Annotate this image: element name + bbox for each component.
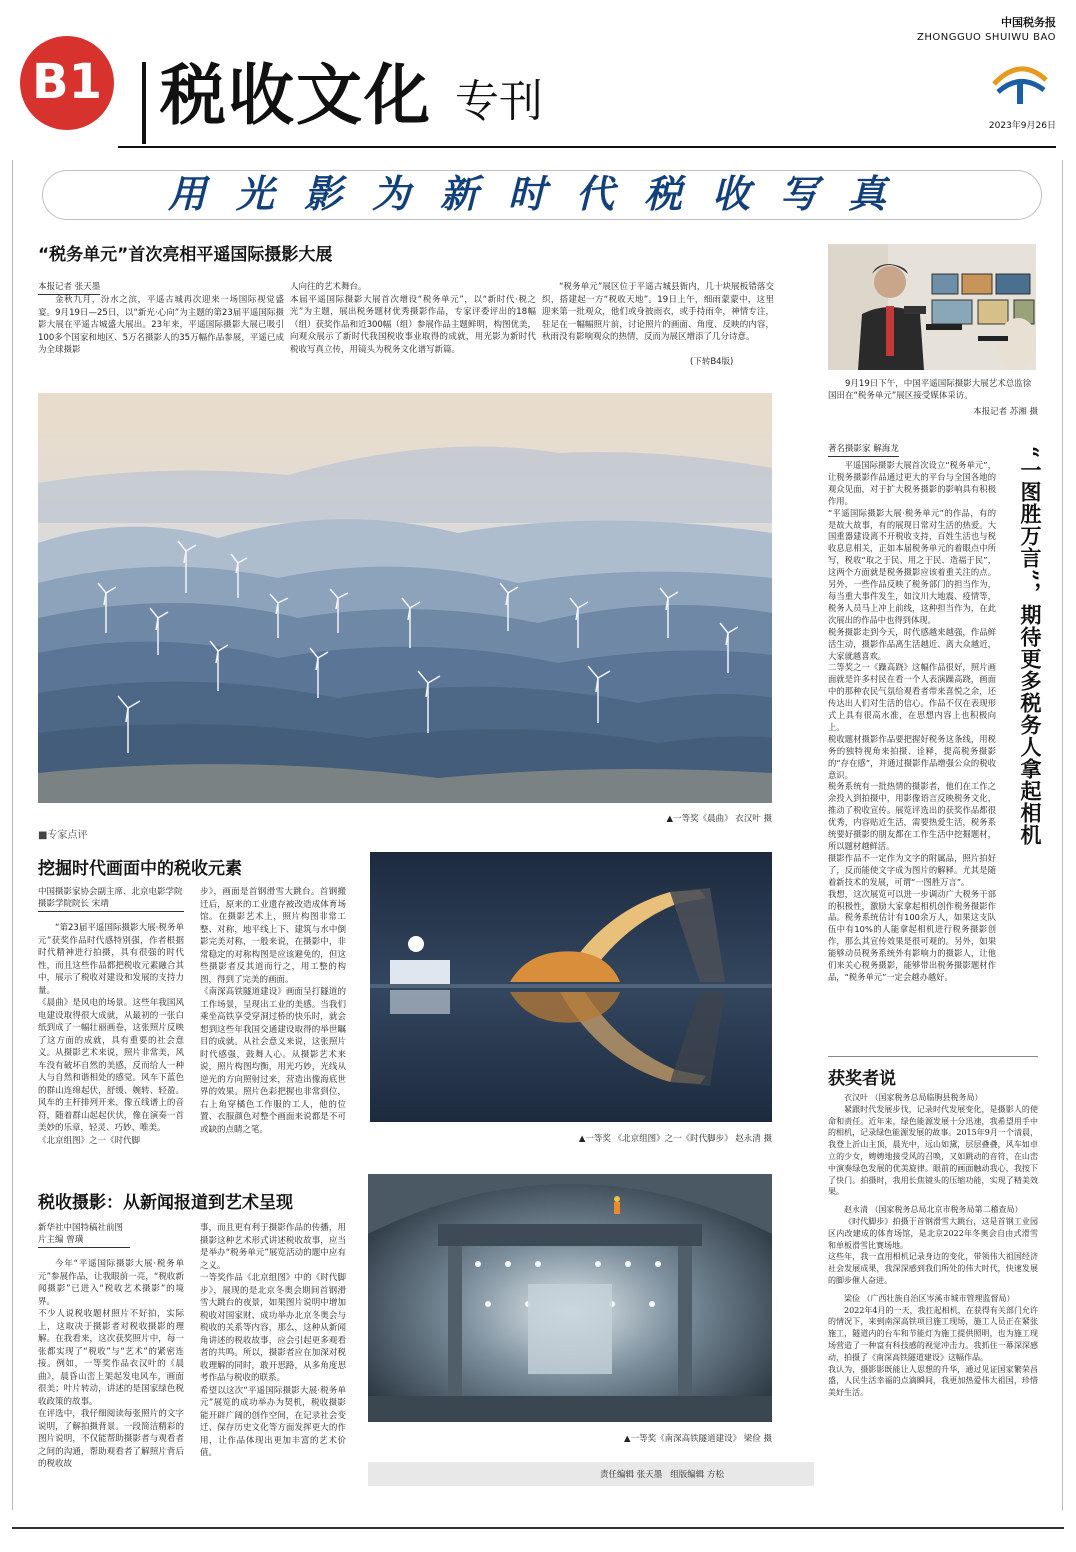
masthead-rule	[118, 146, 1056, 148]
winner-org: （国家税务总局临朐县税务局）	[870, 1093, 983, 1102]
article3-byline: 新华社中国特稿社前图片主编 曾璜	[38, 1222, 130, 1248]
page-number: B1	[32, 54, 102, 110]
caption-ski-jump: ▲一等奖 《北京组图》之一《时代脚步》 赵永清 摄	[578, 1134, 772, 1144]
lead-continued: (下转B4版)	[690, 357, 734, 367]
lead-col2-text: 人向往的艺术舞台。 本届平遥国际摄影大展首次增设“税务单元”，以“新时代·税之光”为主题，展出税务题材优秀摄影作品，专家评委评出的18幅（组）获奖作品和近300幅（组）参展作品主题鲜明，构图优美，向观众展示了新时代我国税收事业取得的成就，用光影为新时代税收写真立传，用镜头为税务文化谱写新篇。	[290, 282, 536, 355]
interview-credit: 本报记者 苏湘 摄	[973, 407, 1038, 417]
paper-pinyin: ZHONGGUO SHUIWU BAO	[916, 32, 1056, 43]
critique-tag: ■专家点评	[38, 830, 88, 841]
critique-col1-text: “第23届平遥国际摄影大展·税务单元”获奖作品时代感特别强，作者根据时代精神进行拍摄，具有很强的时代性，而且这些作品都把税收元素融合其中，展示了税收对建设和发展的支持力量。 《晨曲》是风电的场景。这些年我国风电建设取得很大成就，从最初的一张白纸到成了一幅壮丽画卷，这张照片反映了这方面的成就，具有重要的社会意义。从摄影艺术来说，照片非常美，风车没有破坏自然的美感，反而给人一种人与自然和谐相处的感觉。风车下蓝色的群山连绵起伏，舒缓、婉转、轻盈。风车的主杆排列开来，像五线谱上的音符，随着群山起起伏伏，像在演奏一首美妙的乐章，轻灵、巧妙、唯美。 《北京组图》之一《时代脚	[38, 923, 184, 1146]
winners-headline: 获奖者说	[828, 1069, 896, 1089]
caption-morning-song: ▲一等奖《晨曲》 衣汉叶 摄	[666, 814, 772, 824]
paper-name: 中国税务报	[1001, 16, 1056, 29]
lead-col1: 金秋九月，汾水之滨，平遥古城再次迎来一场国际视觉盛宴。9月19日—25日，以“新光·心向”为主题的第23届平遥国际摄影大展在平遥古城盛大展出。23年来，平遥国际摄影大展已吸引100多个国家和地区、5万名摄影人的35万幅作品参展，平遥已成为全球摄影	[38, 295, 284, 355]
section-title: 税收文化	[160, 57, 432, 134]
winner-name: 衣汉叶	[844, 1093, 868, 1102]
right-column-text	[828, 460, 996, 1055]
right-column-paragraphs: 平遥国际摄影大展首次设立“税务单元”，让税务摄影作品通过更大的平台与全国各地的观众见面，对于扩大税务摄影的影响具有积极作用。 “平遥国际摄影大展·税务单元”的作品，有的是故大故事，有的展现日常对生活的热爱。大国重器建设离不开税收支持，百姓生活也与税收息息相关，正如本届税务单元的着眼点中所写，税收“取之于民、用之于民、造福于民”，这两个方面就是税务摄影应该着重关注的点。另外，一些作品反映了税务部门的担当作为，每当重大事件发生，如汶川大地震、疫情等，税务人员马上冲上前线，这种担当作为，在此次展出的作品中也得到体现。 税务摄影走到今天，时代感越来越强，作品鲜活生动，摄影作品离生活越近、离大众越近，大家就越喜欢。 二等奖之一《躁高跷》这幅作品很好，照片画面就是许多村民在看一个人表演躁高跷，画面中的那种农民气氛给观看者带来喜悦之余，还传达出人们对生活的信心。作品不仅在表现形式上具有很高水准，在思想内容上也积极向上。 税收题材摄影作品要把握好税务这条线，用税务的独特视角来拍摄、诠释，提高税务摄影的“存在感”，并通过摄影作品增强公众的税收意识。 税务系统有一批热情的摄影者，他们在工作之余投入到拍摄中，用影像语言反映税务文化，推动了税收宣传。展览评选出的获奖作品都很优秀，内容贴近生活，需要热爱生活，税务系统要好摄影的朋友都在工作生活中挖掘题材，所以题材越鲜活。 摄影作品不一定作为文字的附属品，照片拍好了，反而能使文字成为图片的解释。尤其是随着新技术的发展，可谓“一图胜万言”。 我想，这次展览可以进一步调动广大税务干部的积极性，激励大家拿起相机创作税务摄影作品。税务系统估计有100余万人，如果这支队伍中有10%的人能拿起相机进行税务摄影创作，那么其宣传效果是很可观的。另外，如果能够动员税务系统外有影响力的摄影人，让他们来关心税务摄影，能够带出税务摄影题材作品，“税务单元”一定会越办越好。	[828, 460, 996, 982]
tax-logo-icon	[990, 62, 1050, 106]
winner-text: 2022年4月的一天，我扛起相机，在获得有关部门允许的情况下，来到南深高铁项目施工现场，施工人员正在紧张施工，隧道内的台车和节能灯为施工提供照明，也为施工现场营造了一种富有科技感的视觉冲击力。我抓住一幕深深感动，拍摄了《南深高铁隧道建设》这幅作品。 我认为，摄影影既能让人思想的升华，通过见证国家繁荣昌盛，人民生活幸福的点滴瞬间，我更加热爱伟大祖国，珍惜美好生活。	[828, 1305, 1038, 1398]
lead-headline: “税务单元”首次亮相平遥国际摄影大展	[38, 245, 333, 265]
winner-text: 《时代脚步》拍摄于首钢滑雪大跳台，这是首钢工业园区内改建成的体育场馆，是北京2022年冬奥会自由式滑雪和单板滑雪比赛场地。 这些年，我一直用相机记录身边的变化，带领伟大祖国经济社会发展成果，我深深感到我们所处的伟大时代，快速发展的脚步催人奋进。	[828, 1216, 1038, 1285]
page-bottom-rule	[12, 1527, 1064, 1529]
winner-text: 紧跟时代发展步伐，记录时代发展变化，是摄影人的使命和责任。近年来，绿色能源发展十分迅速，我希望用手中的相机，记录绿色能源发展的故事。2015年9月一个清晨，我登上沂山主顶，晨光中，远山如黛，层层叠叠，风车如卓立的少女，娉娉地接受风的召唤，又如跳动的音符，在山峦中演奏绿色发展的优美旋律。眼前的画面触动我心，我按下了快门。拍摄时，我用长焦镜头的压缩功能，实现了精美效果。	[828, 1104, 1038, 1197]
right-column-byline: 著名摄影家 解海龙	[828, 443, 899, 457]
winner-name: 梁俭	[844, 1293, 860, 1303]
critique-col2	[200, 886, 346, 1176]
winner-org: （广西壮族自治区岑溪市城市管理监督局）	[862, 1293, 1015, 1303]
caption-tunnel: ▲一等奖《南深高铁隧道建设》 梁俭 摄	[624, 1434, 772, 1444]
lead-col2	[290, 281, 536, 373]
editors-credit: 责任编辑 张天墨 组版编辑 方松	[600, 1470, 725, 1480]
photo-morning-song	[38, 393, 772, 803]
page-frame-right	[1062, 160, 1063, 1510]
editors-box	[368, 1462, 814, 1486]
article3-col2	[200, 1222, 346, 1514]
banner-title: 用光影为新时代税收写真	[167, 171, 916, 216]
article3-col1-text: 今年“平遥国际摄影大展·税务单元”参展作品，让我眼前一亮，“税收新闻摄影”已进入“税收艺术摄影”的境界。 不少人说税收题材照片不好拍，实际上，这取决于摄影者对税收摄影的理解。在我看来，这次获奖照片中，每一张都实现了“税收”与“艺术”的紧密连接。例如，一等奖作品衣汉叶的《晨曲》，晨昏山峦上架起发电风车，画面很美；叶片转动，讲述的是国家绿色税收政策的故事。 在评选中，我仔细阅读每张照片的文字说明，了解拍摄背景。一段简洁精彩的图片说明，不仅能帮助摄影者与观看者之间的沟通，帮助观看者了解照片背后的税收故	[38, 1259, 184, 1469]
article3-col1	[38, 1258, 184, 1514]
issue-date: 2023年9月26日	[988, 121, 1056, 131]
critique-col2-text: 步》，画面是首钢滑雪大跳台。首钢搬迁后，原来的工业遗存被改造成体育场馆。在摄影艺术上，照片构图非常工整、对称，地平线上下、建筑与水中倒影完美对称，一般来说，在摄影中，非常稳定的对称构图是应该避免的，但这些摄影者反其道而行之，用工整的构图，得到了完美的画面。 《南深高铁隧道建设》画面呈打隧道的工作场景，呈现出工业的美感。当我们乘坐高铁享受穿洞过桥的快乐时，就会想到这些年我国交通建设取得的举世瞩目的成就。从社会意义来说，这张照片时代感强，鼓舞人心。从摄影艺术来说，照片构图均衡，用光巧妙，光线从逆光的方向照射过来，营造出像海底世界的效果。照片色彩把握也非常到位，右上角穿橘色工作服的工人，他的位置、衣服颜色对整个画面来说都是不可或缺的点睛之笔。	[200, 887, 346, 1135]
lead-col3: “税务单元”展区位于平遥古城县衙内，几十块展板错落交织，搭建起一方“税收天地”。19日上午，细雨蒙蒙中，这里迎来第一批观众，他们或身披雨衣，或手持雨伞，神情专注，驻足在一幅幅照片前，讨论照片的画面、角度、反映的内容，秋雨没有影响观众的热情，反而为展区增添了几分诗意。	[542, 282, 774, 342]
winners-rule	[828, 1056, 1038, 1057]
article3-headline: 税收摄影：从新闻报道到艺术呈现	[38, 1193, 293, 1213]
lead-byline: 本报记者 张天墨	[38, 281, 100, 295]
winner-entry	[828, 1293, 1038, 1399]
winners-list	[828, 1092, 1038, 1502]
winner-entry	[828, 1204, 1038, 1287]
critique-byline: 中国摄影家协会副主席、北京电影学院摄影学院院长 宋靖	[38, 886, 184, 912]
page-frame-left	[12, 160, 13, 1510]
critique-headline: 挖掘时代画面中的税收元素	[38, 859, 242, 879]
photo-interview	[828, 244, 1036, 370]
article3-col2-text: 事，而且更有利于摄影作品的传播，用摄影这种艺术形式讲述税收故事，应当是举办“税务单元”展览活动的题中应有之义。 一等奖作品《北京组图》中的《时代脚步》，展现的是北京冬奥会期间首钢滑雪大跳台的夜景，如果图片说明中增加税收对国家财、成功举办北京冬奥会与税收的关系等内容，那么，这种从新闻角讲述的税收故事，应会引起更多观看者的共鸣。所以，摄影者应在加深对税收理解的同时，敢开思路，从多角度思考作品与税收的联系。 希望以这次“平遥国际摄影大展·税务单元”展览的成功举办为契机，税收摄影能开辟广阔的创作空间，在记录社会变迁、保存历史文化等方面发挥更大的作用，让作品体现出更加丰富的艺术价值。	[200, 1223, 346, 1458]
vertical-title: “一图胜万言”，期待更多税务人拿起相机	[1018, 446, 1043, 847]
interview-caption: 9月19日下午，中国平遥国际摄影大展艺术总监徐国田在“税务单元”展区接受媒体采访。	[828, 379, 1032, 401]
winner-entry	[828, 1092, 1038, 1198]
critique-col1	[38, 922, 184, 1176]
photo-ski-jump	[370, 852, 772, 1122]
masthead-bar	[142, 62, 146, 144]
photo-tunnel	[368, 1174, 772, 1422]
winner-name: 赵永清	[844, 1205, 868, 1215]
winner-org: （国家税务总局北京市税务局第二稽查局）	[870, 1205, 1023, 1215]
section-suffix: 专刊	[455, 76, 543, 127]
